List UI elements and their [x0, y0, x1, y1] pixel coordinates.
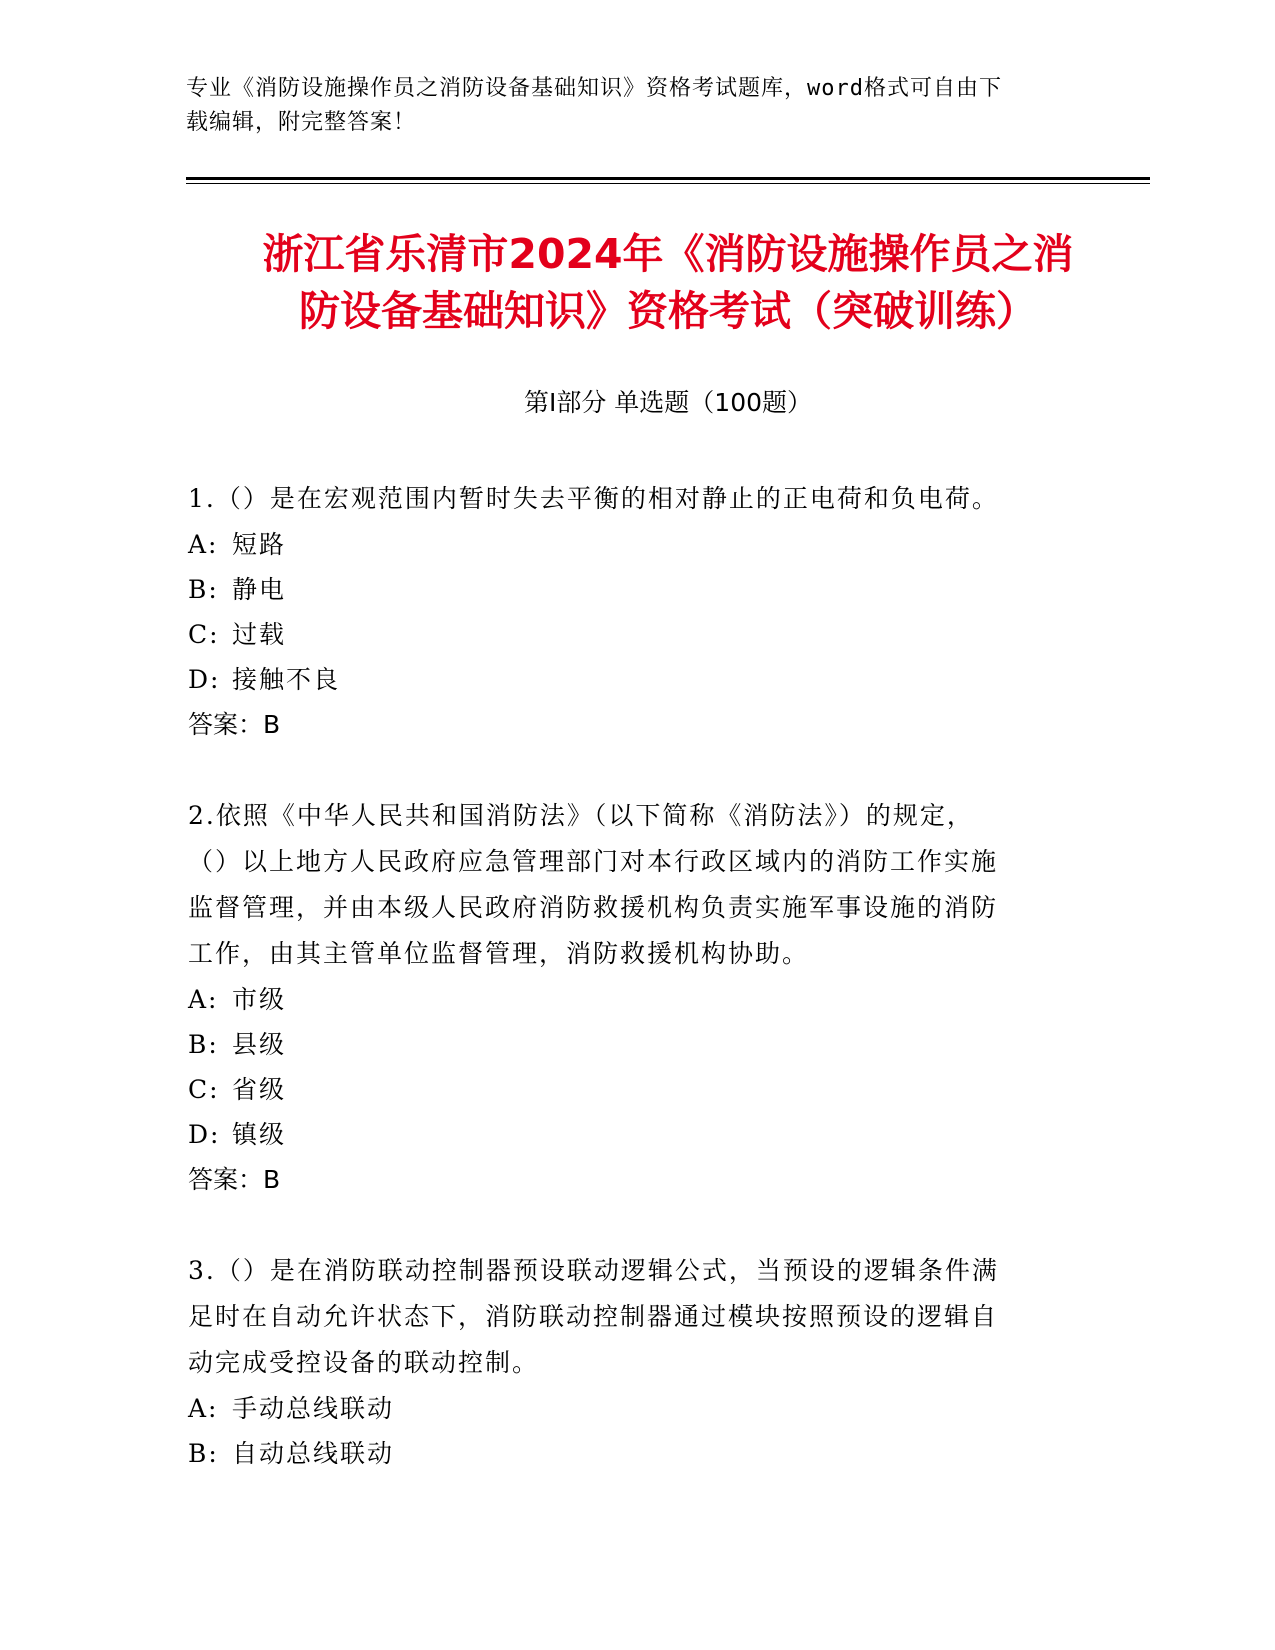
question-stem-line: 足时在自动允许状态下，消防联动控制器通过模块按照预设的逻辑自	[188, 1302, 999, 1331]
option-key: B:	[188, 1439, 219, 1468]
answer-option	[188, 612, 1068, 657]
option-text: 手动总线联动	[232, 1394, 395, 1423]
option-text: 接触不良	[232, 665, 341, 694]
header-note-line: 专业《消防设施操作员之消防设备基础知识》资格考试题库，word格式可自由下	[186, 76, 1002, 101]
document-title-line: 防设备基础知识》资格考试（突破训练）	[299, 287, 1037, 335]
question-stem-line: 动完成受控设备的联动控制。	[188, 1348, 540, 1377]
question-spacer	[188, 747, 1068, 793]
document-title	[186, 226, 1150, 340]
option-text: 短路	[232, 530, 287, 559]
answer-key: 答案：B	[188, 1165, 281, 1194]
option-text: 镇级	[232, 1120, 287, 1149]
document-title-line: 浙江省乐清市2024年《消防设施操作员之消	[262, 230, 1074, 278]
answer-option	[188, 1431, 1068, 1476]
option-text: 市级	[232, 985, 287, 1014]
option-text: 县级	[232, 1030, 287, 1059]
option-key: B:	[188, 1030, 219, 1059]
question-block	[188, 793, 1068, 1202]
question-stem-line: 工作，由其主管单位监督管理，消防救援机构协助。	[188, 939, 810, 968]
question-stem-line: （）以上地方人民政府应急管理部门对本行政区域内的消防工作实施	[188, 847, 999, 876]
answer-option	[188, 657, 1068, 702]
answer-option	[188, 1067, 1068, 1112]
option-text: 自动总线联动	[232, 1439, 395, 1468]
question-spacer	[188, 1202, 1068, 1248]
answer-key: 答案：B	[188, 710, 281, 739]
answer-option	[188, 522, 1068, 567]
answer-option	[188, 567, 1068, 612]
header-divider-thick	[186, 177, 1150, 180]
section-title: 第Ⅰ部分 单选题（100题）	[523, 388, 813, 417]
header-note-line: 载编辑，附完整答案！	[186, 110, 417, 135]
option-key: A:	[188, 1394, 219, 1423]
option-key: A:	[188, 985, 219, 1014]
option-key: C:	[188, 620, 220, 649]
option-key: C:	[188, 1075, 220, 1104]
answer-option	[188, 1112, 1068, 1157]
answer-option	[188, 977, 1068, 1022]
answer-option	[188, 1386, 1068, 1431]
option-key: A:	[188, 530, 219, 559]
question-stem-line: 监督管理，并由本级人民政府消防救援机构负责实施军事设施的消防	[188, 893, 999, 922]
question-block	[188, 1248, 1068, 1476]
question-stem-line: 3.（）是在消防联动控制器预设联动逻辑公式，当预设的逻辑条件满	[188, 1256, 999, 1285]
option-text: 过载	[232, 620, 287, 649]
header-note	[186, 72, 1066, 140]
option-text: 省级	[232, 1075, 287, 1104]
header-divider-thin	[186, 183, 1150, 184]
option-key: B:	[188, 575, 219, 604]
question-block	[188, 476, 1068, 747]
option-text: 静电	[232, 575, 287, 604]
option-key: D:	[188, 1120, 221, 1149]
question-stem-line: 2.依照《中华人民共和国消防法》（以下简称《消防法》）的规定，	[188, 801, 974, 830]
answer-option	[188, 1022, 1068, 1067]
question-list	[188, 476, 1068, 1476]
question-stem-line: 1.（）是在宏观范围内暂时失去平衡的相对静止的正电荷和负电荷。	[188, 484, 999, 513]
option-key: D:	[188, 665, 221, 694]
